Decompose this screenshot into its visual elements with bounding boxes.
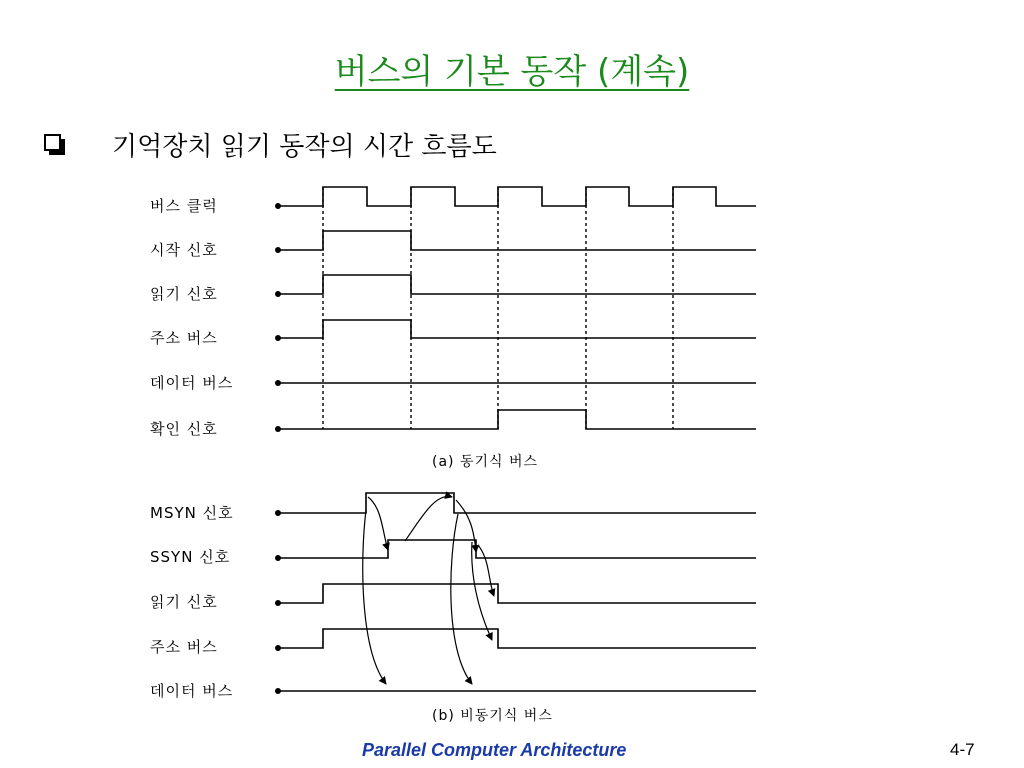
sync-ack-waveform: [278, 410, 756, 429]
sync-clock-waveform: [278, 187, 756, 206]
footer-course-title: Parallel Computer Architecture: [362, 740, 627, 760]
sync-caption: (a) 동기식 버스: [432, 454, 539, 470]
async-caption: (b) 비동기식 버스: [432, 708, 553, 724]
sync-start-waveform: [278, 231, 756, 250]
async-label-read: 읽기 신호: [150, 593, 218, 611]
sync-label-ack: 확인 신호: [150, 420, 218, 438]
async-label-ssyn: SSYN 신호: [150, 548, 231, 566]
async-ssyn-waveform: [278, 540, 756, 558]
bullet-heading: 기억장치 읽기 동작의 시간 흐름도: [112, 132, 497, 162]
sync-signal-dots: [275, 203, 281, 432]
sync-label-address: 주소 버스: [150, 329, 218, 347]
async-label-address: 주소 버스: [150, 638, 218, 656]
async-handshake-arrows: [363, 496, 494, 684]
async-signal-dots: [275, 510, 281, 694]
async-label-msyn: MSYN 신호: [150, 504, 234, 522]
async-read-waveform: [278, 584, 756, 603]
sync-clock-gridlines: [323, 187, 673, 429]
page-number: 4-7: [950, 740, 975, 759]
sync-label-read: 읽기 신호: [150, 285, 218, 303]
page-title: 버스의 기본 동작 (계속): [334, 52, 690, 92]
sync-label-data: 데이터 버스: [150, 374, 234, 392]
async-label-data: 데이터 버스: [150, 682, 234, 700]
sync-read-waveform: [278, 275, 756, 294]
async-address-waveform: [278, 629, 756, 648]
sync-label-start: 시작 신호: [150, 241, 218, 259]
sync-address-waveform: [278, 320, 756, 338]
async-msyn-waveform: [278, 493, 756, 513]
sync-label-bus-clock: 버스 클럭: [150, 197, 218, 215]
